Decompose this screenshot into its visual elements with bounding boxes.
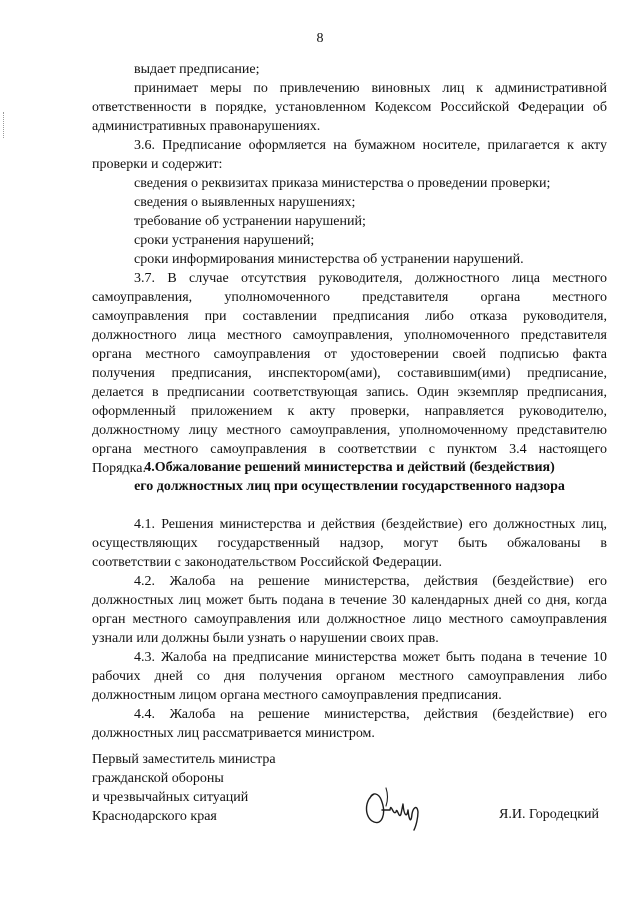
text-line: должностному лицу местного самоуправления, уполномоченному представителю xyxy=(92,423,607,438)
text-line: проверки и содержит: xyxy=(92,157,223,172)
text-line: выдает предписание; xyxy=(134,62,260,77)
text-line: получения предписания, инспектором(ами), составившим(ими) предписание, xyxy=(92,366,607,381)
text-line: самоуправления, уполномоченного представителя органа местного xyxy=(92,290,607,305)
text-line: сведения о выявленных нарушениях; xyxy=(134,195,356,210)
body-text xyxy=(92,60,607,478)
section-heading-line: 4.Обжалование решений министерства и действий (бездействия) xyxy=(144,460,555,475)
signer-name: Я.И. Городецкий xyxy=(499,807,600,822)
margin-mark xyxy=(3,112,6,138)
text-line: должностных лиц рассматривается министром. xyxy=(92,726,375,741)
text-line: сроки устранения нарушений; xyxy=(134,233,315,248)
section-text xyxy=(92,515,607,743)
text-line: сведения о реквизитах приказа министерства о проведении проверки; xyxy=(134,176,551,191)
signatory-position-line: гражданской обороны xyxy=(92,771,224,786)
text-line: требование об устранении нарушений; xyxy=(134,214,366,229)
text-line: Порядка. xyxy=(92,461,146,476)
text-line: орган местного самоуправления или должностное лицо местного самоуправления xyxy=(92,612,607,627)
text-line: органа местного самоуправления от удостоверении своей подписью факта xyxy=(92,347,607,362)
section-heading-line: его должностных лиц при осуществлении государственного надзора xyxy=(134,479,565,494)
signatory-position-line: Краснодарского края xyxy=(92,809,217,824)
section-heading xyxy=(92,458,607,496)
text-line: самоуправления при составлении предписания либо отказа руководителя, xyxy=(92,309,607,324)
text-line: рабочих дней со дня получения органом местного самоуправления либо xyxy=(92,669,607,684)
text-line: ответственности в порядке, установленном Кодексом Российской Федерации об xyxy=(92,100,607,115)
text-line: 4.4. Жалоба на решение министерства, действия (бездействие) его xyxy=(134,707,607,722)
text-line: 4.2. Жалоба на решение министерства, действия (бездействие) его xyxy=(134,574,607,589)
text-line: 3.6. Предписание оформляется на бумажном носителе, прилагается к акту xyxy=(134,138,607,153)
text-line: сроки информирования министерства об устранении нарушений. xyxy=(134,252,524,267)
text-line: должностным лицом органа местного самоуправления предписания. xyxy=(92,688,502,703)
text-line: узнали или должны были узнать о нарушении своих прав. xyxy=(92,631,439,646)
signatory-position xyxy=(92,750,352,826)
text-line: осуществляющих государственный надзор, могут быть обжалованы в xyxy=(92,536,607,551)
text-line: административных правонарушениях. xyxy=(92,119,321,134)
handwritten-signature xyxy=(360,780,432,836)
text-line: органа местного самоуправления в соответствии с пунктом 3.4 настоящего xyxy=(92,442,607,457)
text-line: 4.3. Жалоба на предписание министерства может быть подана в течение 10 xyxy=(134,650,607,665)
text-line: 3.7. В случае отсутствия руководителя, должностного лица местного xyxy=(134,271,607,286)
text-line: делается в предписании соответствующая запись. Один экземпляр предписания, xyxy=(92,385,607,400)
text-line: соответствии с законодательством Российской Федерации. xyxy=(92,555,442,570)
signatory-position-line: и чрезвычайных ситуаций xyxy=(92,790,249,805)
page-number: 8 xyxy=(316,31,324,46)
signatory-position-line: Первый заместитель министра xyxy=(92,752,276,767)
text-line: оформленный приложением к акту проверки, направляется руководителю, xyxy=(92,404,607,419)
text-line: 4.1. Решения министерства и действия (бездействие) его должностных лиц, xyxy=(134,517,607,532)
text-line: должностного лица местного самоуправления, уполномоченного представителя xyxy=(92,328,607,343)
text-line: принимает меры по привлечению виновных лиц к административной xyxy=(134,81,607,96)
text-line: должностных лиц может быть подана в течение 30 календарных дней со дня, когда xyxy=(92,593,607,608)
